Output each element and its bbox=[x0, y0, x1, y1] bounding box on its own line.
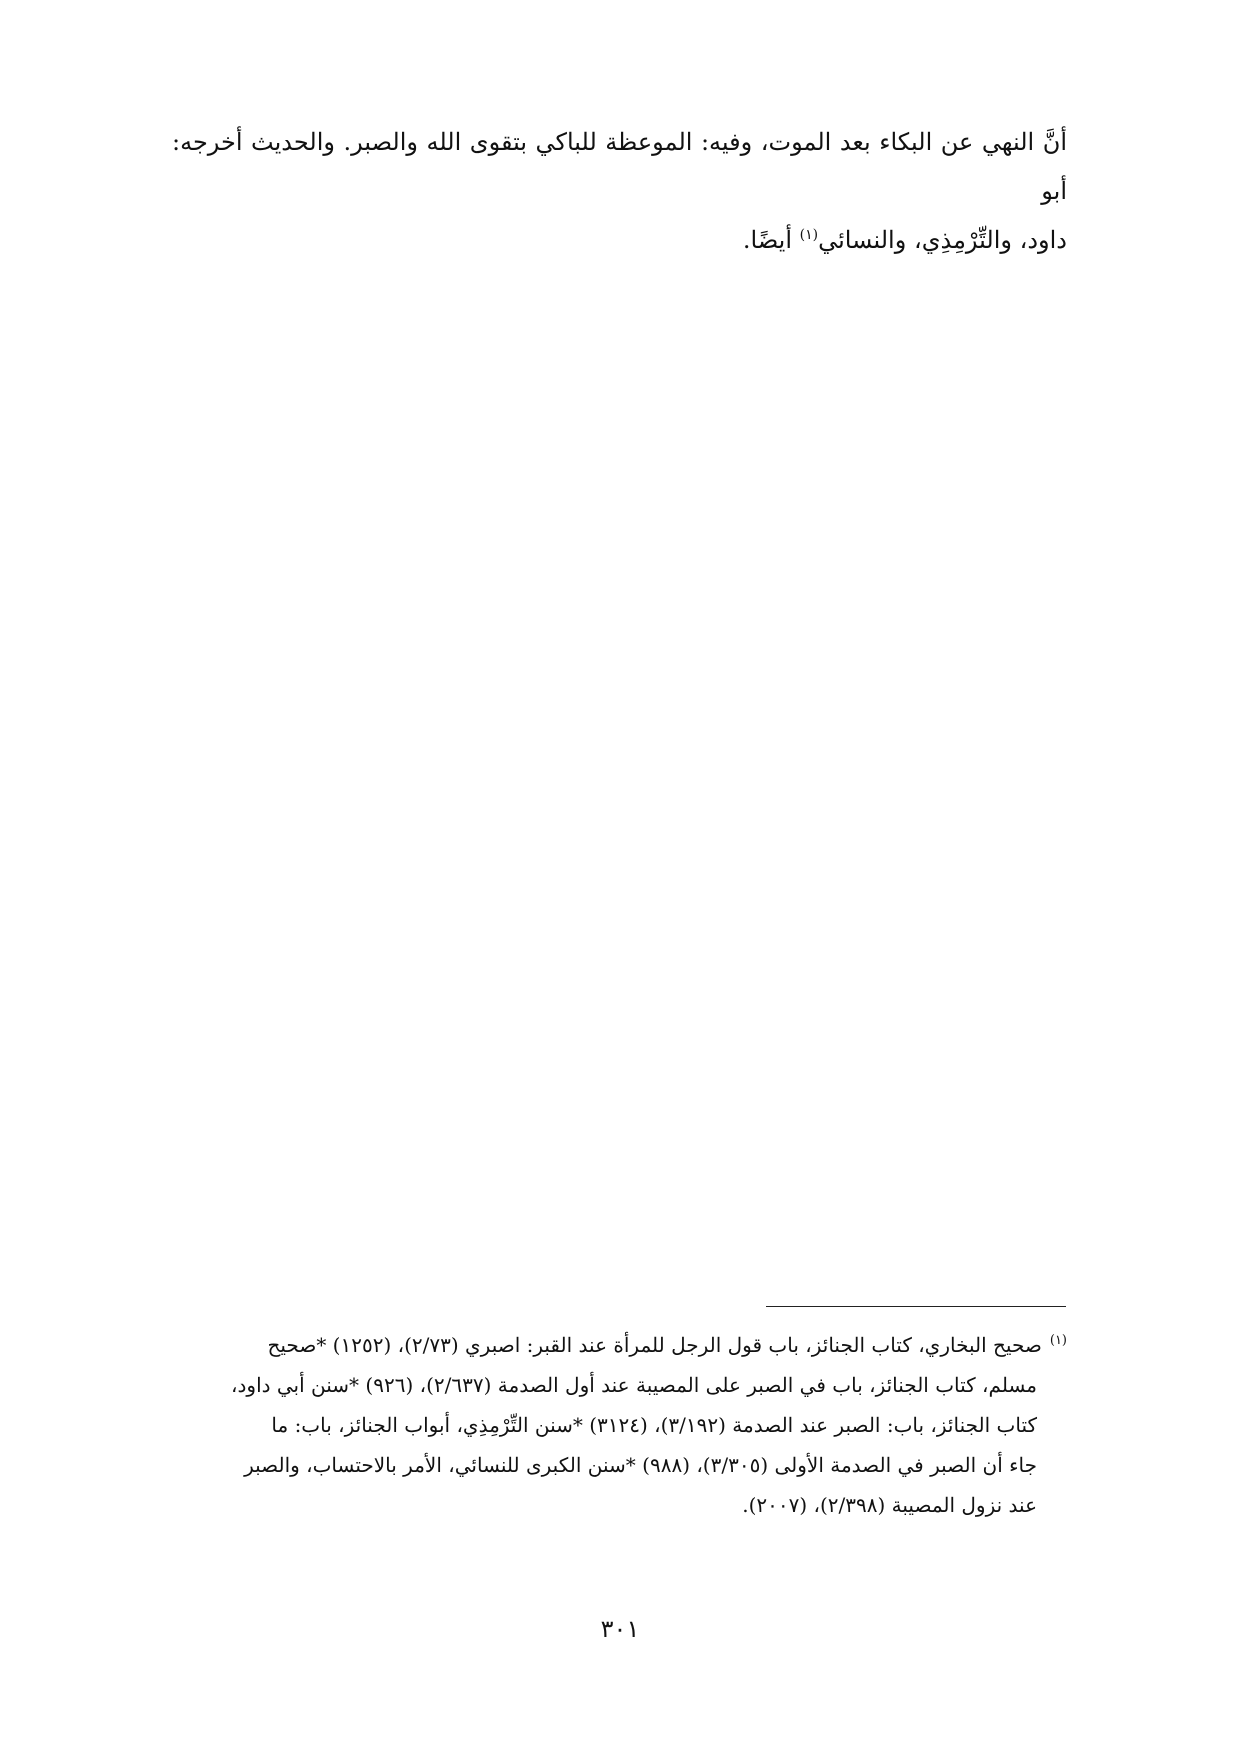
body-line-1: أنَّ النهي عن البكاء بعد الموت، وفيه: الموعظة للباكي بتقوى الله والصبر. والحديث أخرجه: أبو bbox=[172, 128, 1067, 205]
footnote-reference[interactable]: (١) bbox=[799, 227, 819, 243]
footnote-line-4: جاء أن الصبر في الصدمة الأولى (٣/٣٠٥)، (٩٨٨) *سنن الكبرى للنسائي، الأمر بالاحتساب، والصبر bbox=[244, 1453, 1037, 1477]
footnote bbox=[172, 1325, 1067, 1525]
footnote-line-1 bbox=[172, 1325, 1067, 1365]
page-number: ٣٠١ bbox=[600, 1615, 640, 1643]
body-paragraph bbox=[172, 118, 1067, 265]
body-line-2 bbox=[172, 216, 1067, 265]
footnote-line-3: كتاب الجنائز، باب: الصبر عند الصدمة (٣/١٩٢)، (٣١٢٤) *سنن التِّرْمِذِي، أبواب الجنائز، باب: ما bbox=[271, 1413, 1037, 1437]
footnote-line-2: مسلم، كتاب الجنائز، باب في الصبر على المصيبة عند أول الصدمة (٢/٦٣٧)، (٩٢٦) *سنن أبي داود، bbox=[231, 1373, 1037, 1397]
footnote-marker: (١) bbox=[1049, 1333, 1067, 1349]
body-line-2-text: داود، والتِّرْمِذِي، والنسائي bbox=[818, 226, 1067, 254]
footnote-line-1-text: صحيح البخاري، كتاب الجنائز، باب قول الرجل للمرأة عند القبر: اصبري (٢/٧٣)، (١٢٥٢) *صحيح bbox=[267, 1333, 1042, 1357]
body-line-2-end: أيضًا. bbox=[742, 226, 800, 254]
footnote-divider bbox=[766, 1306, 1066, 1307]
footnote-line-5: عند نزول المصيبة (٢/٣٩٨)، (٢٠٠٧). bbox=[742, 1493, 1037, 1517]
